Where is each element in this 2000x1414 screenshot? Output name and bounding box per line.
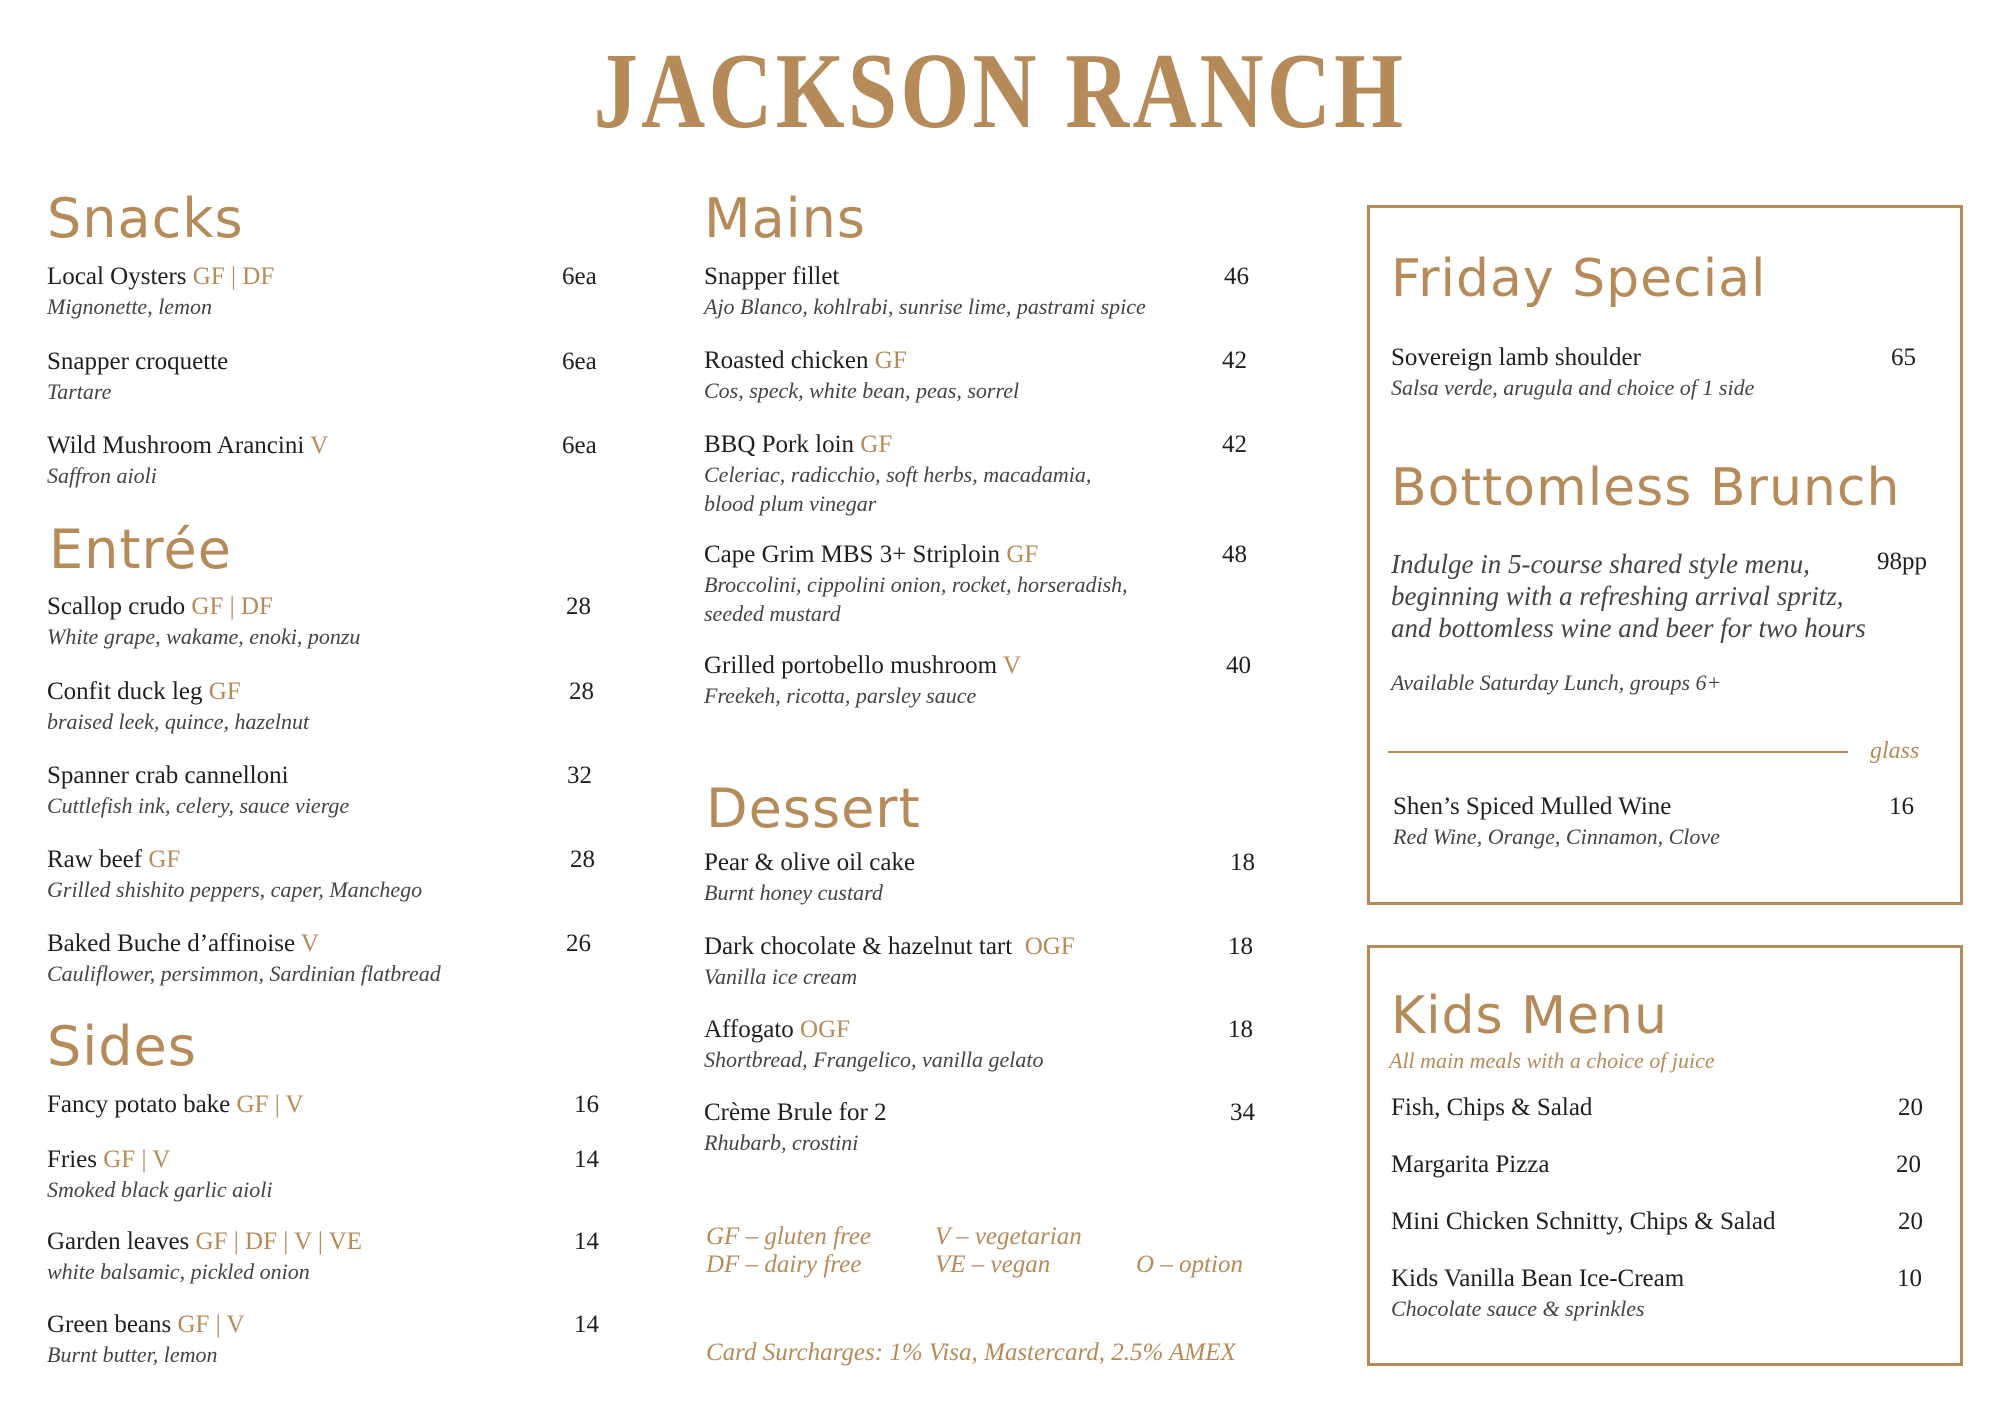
mains-heading: Mains (704, 187, 867, 250)
price: 14 (574, 1228, 599, 1255)
kids-menu-subtitle: All main meals with a choice of juice (1389, 1048, 1715, 1073)
legend-v: V – vegetarian (935, 1223, 1082, 1250)
legend-gf: GF – gluten free (706, 1223, 872, 1250)
menu-item: Scallop crudo GF | DF White grape, wakame, enoki, ponzu (47, 593, 361, 649)
menu-item: Grilled portobello mushroom V Freekeh, ricotta, parsley sauce (704, 652, 1021, 708)
menu-item: Affogato OGF Shortbread, Frangelico, vanilla gelato (704, 1016, 1044, 1072)
price: 40 (1226, 652, 1251, 679)
legend-df: DF – dairy free (706, 1251, 862, 1278)
menu-item: BBQ Pork loin GF Celeriac, radicchio, soft herbs, macadamia, blood plum vinegar (704, 431, 1092, 516)
price: 20 (1898, 1208, 1923, 1235)
price: 18 (1230, 849, 1255, 876)
price: 6ea (562, 432, 597, 459)
price: 28 (566, 593, 591, 620)
menu-item: Mini Chicken Schnitty, Chips & Salad (1391, 1208, 1776, 1235)
menu-item: Baked Buche d’affinoise V Cauliflower, persimmon, Sardinian flatbread (47, 930, 441, 986)
menu-item: Kids Vanilla Bean Ice-Cream Chocolate sauce & sprinkles (1391, 1265, 1685, 1321)
menu-item: Fancy potato bake GF | V (47, 1091, 304, 1118)
menu-item: Fries GF | V Smoked black garlic aioli (47, 1146, 273, 1202)
price: 16 (574, 1091, 599, 1118)
menu-item: Fish, Chips & Salad (1391, 1094, 1593, 1121)
menu-item: Snapper croquette Tartare (47, 348, 229, 404)
menu-item: Raw beef GF Grilled shishito peppers, caper, Manchego (47, 846, 423, 902)
menu-item: Crème Brule for 2 Rhubarb, crostini (704, 1099, 887, 1155)
price: 28 (569, 678, 594, 705)
brunch-availability: Available Saturday Lunch, groups 6+ (1391, 670, 1722, 695)
price: 20 (1896, 1151, 1921, 1178)
price: 65 (1891, 344, 1916, 371)
price: 28 (570, 846, 595, 873)
snacks-heading: Snacks (47, 187, 244, 250)
price: 14 (574, 1146, 599, 1173)
price: 10 (1897, 1265, 1922, 1292)
price: 42 (1222, 347, 1247, 374)
menu-item: Spanner crab cannelloni Cuttlefish ink, celery, sauce vierge (47, 762, 350, 818)
friday-special-heading: Friday Special (1391, 249, 1767, 309)
price: 18 (1228, 933, 1253, 960)
bottomless-brunch-heading: Bottomless Brunch (1391, 458, 1901, 518)
menu-item: Margarita Pizza (1391, 1151, 1550, 1178)
price: 6ea (562, 348, 597, 375)
price: 18 (1228, 1016, 1253, 1043)
restaurant-title: JACKSON RANCH (593, 32, 1407, 151)
menu-item: Confit duck leg GF braised leek, quince, hazelnut (47, 678, 310, 734)
dessert-heading: Dessert (706, 777, 921, 840)
legend-ve: VE – vegan (935, 1251, 1051, 1278)
sides-heading: Sides (47, 1015, 197, 1078)
divider (1388, 751, 1848, 753)
price: 26 (566, 930, 591, 957)
price: 42 (1222, 431, 1247, 458)
menu-item: Cape Grim MBS 3+ Striploin GF Broccolini, cippolini onion, rocket, horseradish, seeded mustard (704, 541, 1128, 626)
menu-item: Garden leaves GF | DF | V | VE white balsamic, pickled onion (47, 1228, 363, 1284)
card-surcharge-note: Card Surcharges: 1% Visa, Mastercard, 2.5% AMEX (706, 1339, 1236, 1366)
price: 14 (574, 1311, 599, 1338)
legend-o: O – option (1136, 1251, 1243, 1278)
price: 32 (567, 762, 592, 789)
price: 6ea (562, 263, 597, 290)
menu-item: Dark chocolate & hazelnut tart OGF Vanilla ice cream (704, 933, 1075, 989)
entree-heading: Entrée (49, 518, 232, 581)
price: 48 (1222, 541, 1247, 568)
menu-item: Green beans GF | V Burnt butter, lemon (47, 1311, 245, 1367)
menu-item: Local Oysters GF | DF Mignonette, lemon (47, 263, 275, 319)
friday-special-item: Sovereign lamb shoulder Salsa verde, arugula and choice of 1 side (1391, 344, 1755, 400)
glass-label: glass (1870, 738, 1920, 764)
brunch-price: 98pp (1877, 548, 1927, 575)
price: 20 (1898, 1094, 1923, 1121)
menu-item: Roasted chicken GF Cos, speck, white bean, peas, sorrel (704, 347, 1020, 403)
menu-item: Snapper fillet Ajo Blanco, kohlrabi, sunrise lime, pastrami spice (704, 263, 1146, 319)
price: 34 (1230, 1099, 1255, 1126)
mulled-wine-item: Shen’s Spiced Mulled Wine Red Wine, Orange, Cinnamon, Clove (1393, 793, 1720, 849)
price: 46 (1224, 263, 1249, 290)
menu-item: Wild Mushroom Arancini V Saffron aioli (47, 432, 329, 488)
menu-item: Pear & olive oil cake Burnt honey custard (704, 849, 916, 905)
price: 16 (1889, 793, 1914, 820)
brunch-description: Indulge in 5-course shared style menu, beginning with a refreshing arrival spritz, and bottomless wine and beer for two hours (1391, 549, 1866, 643)
kids-menu-heading: Kids Menu (1391, 986, 1668, 1046)
